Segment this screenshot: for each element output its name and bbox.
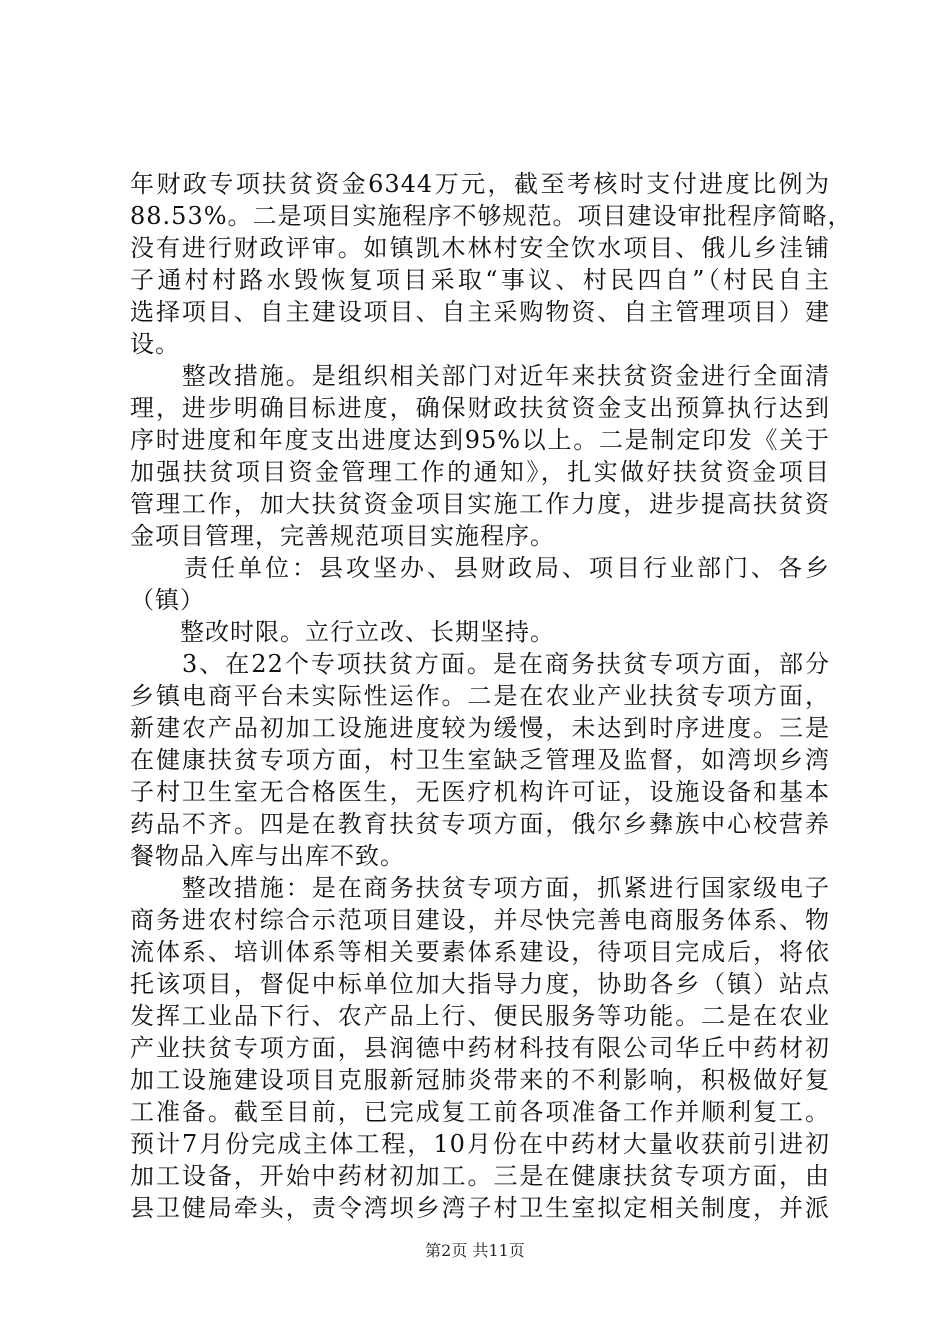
document-body [130, 168, 853, 1224]
text-line: 子通村村路水毁恢复项目采取“事议、村民四自”（村民自主 [130, 266, 830, 294]
text-line: 产业扶贫专项方面，县润德中药材科技有限公司华丘中药材初 [130, 1034, 830, 1062]
page-footer: 第2页 共11页 [425, 1241, 525, 1260]
text-line: 年财政专项扶贫资金6344万元，截至考核时支付进度比例为 [130, 170, 830, 198]
text-line: 加强扶贫项目资金管理工作的通知》，扎实做好扶贫资金项目 [130, 458, 830, 486]
text-line: 商务进农村综合示范项目建设，并尽快完善电商服务体系、物 [130, 906, 830, 934]
text-line: 发挥工业品下行、农产品上行、便民服务等功能。二是在农业 [130, 1002, 830, 1030]
text-line: 新建农产品初加工设施进度较为缓慢，未达到时序进度。三是 [130, 714, 830, 742]
text-line: 县卫健局牵头，责令湾坝乡湾子村卫生室拟定相关制度，并派 [130, 1194, 830, 1222]
text-line: 责任单位：县攻坚办、县财政局、项目行业部门、各乡 [130, 554, 830, 582]
text-line: 整改措施：是在商务扶贫专项方面，抓紧进行国家级电子 [130, 874, 830, 902]
text-line: 工准备。截至目前，已完成复工前各项准备工作并顺利复工。 [130, 1098, 830, 1126]
text-line: 乡镇电商平台未实际性运作。二是在农业产业扶贫专项方面， [130, 682, 830, 710]
text-line: 药品不齐。四是在教育扶贫专项方面，俄尔乡彝族中心校营养 [130, 810, 830, 838]
text-line: 88.53%。二是项目实施程序不够规范。项目建设审批程序简略， [130, 202, 853, 230]
text-line: 管理工作，加大扶贫资金项目实施工作力度，进步提高扶贫资 [130, 490, 830, 518]
text-line: 理，进步明确目标进度，确保财政扶贫资金支出预算执行达到 [130, 394, 830, 422]
text-line: 子村卫生室无合格医生，无医疗机构许可证，设施设备和基本 [130, 778, 830, 806]
text-line: 在健康扶贫专项方面，村卫生室缺乏管理及监督，如湾坝乡湾 [130, 746, 830, 774]
text-line: 3、在22个专项扶贫方面。是在商务扶贫专项方面，部分 [130, 650, 830, 678]
text-line: 加工设备，开始中药材初加工。三是在健康扶贫专项方面，由 [130, 1162, 830, 1190]
text-line: 设。 [130, 330, 180, 358]
text-line: 序时进度和年度支出进度达到95%以上。二是制定印发《关于 [130, 426, 830, 454]
text-line: 整改时限。立行立改、长期坚持。 [130, 618, 555, 646]
text-line: 托该项目，督促中标单位加大指导力度，协助各乡（镇）站点 [130, 970, 830, 998]
text-line: 流体系、培训体系等相关要素体系建设，待项目完成后，将依 [130, 938, 830, 966]
text-line: 金项目管理，完善规范项目实施程序。 [130, 522, 555, 550]
text-line: 整改措施。是组织相关部门对近年来扶贫资金进行全面清 [130, 362, 830, 390]
text-line: 选择项目、自主建设项目、自主采购物资、自主管理项目）建 [130, 298, 830, 326]
text-line: 加工设施建设项目克服新冠肺炎带来的不利影响，积极做好复 [130, 1066, 830, 1094]
text-line: （镇） [130, 586, 205, 614]
text-line: 餐物品入库与出库不致。 [130, 842, 405, 870]
text-line: 没有进行财政评审。如镇凯木林村安全饮水项目、俄儿乡洼铺 [130, 234, 830, 262]
text-line: 预计7月份完成主体工程，10月份在中药材大量收获前引进初 [130, 1130, 830, 1158]
